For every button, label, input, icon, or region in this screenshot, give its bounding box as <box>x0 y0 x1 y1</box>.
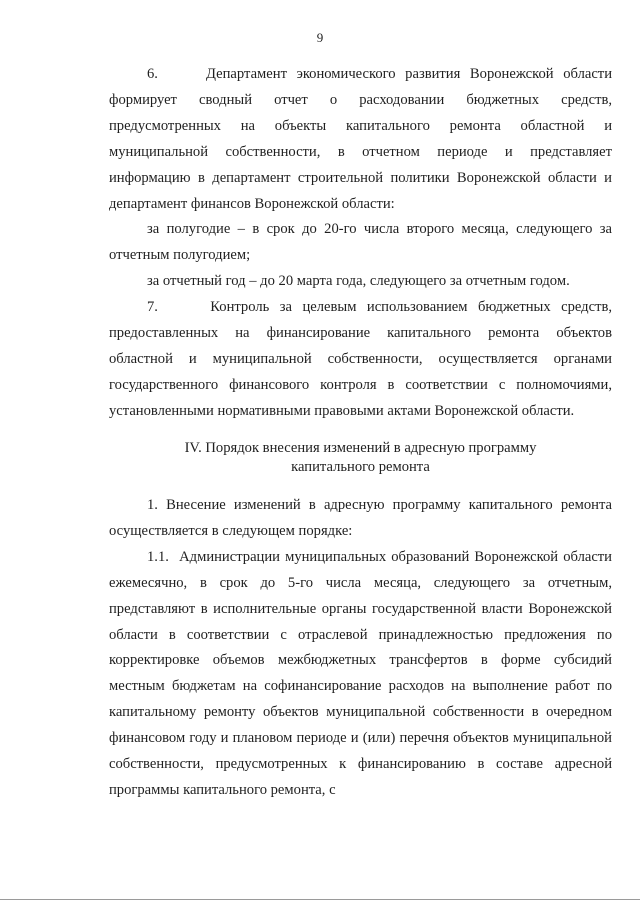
paragraph-iv-1: 1. Внесение изменений в адресную программу капитального ремонта осуществляется в следующем порядке: <box>109 497 612 539</box>
section-iii-continuation <box>109 62 612 425</box>
page-number: 9 <box>316 30 324 45</box>
section-iv-heading-line2: капитального ремонта <box>291 459 430 475</box>
paragraph-6: 6. Департамент экономического развития Воронежской области формирует сводный отчет о расходовании бюджетных средств, предусмотренных на объекты капитального ремонта областной и муниципальной собственности, в отчетном периоде и представляет информацию в департамент строительной политики Воронежской области и департамент финансов Воронежской области: <box>109 66 612 212</box>
paragraph-iv-1-1: 1.1. Администрации муниципальных образований Воронежской области ежемесячно, в срок до 5-го числа месяца, следующего за отчетным, представляют в исполнительные органы государственной власти Воронежской области в соответствии с отраслевой принадлежностью предложения по корректировке объемов межбюджетных трансфертов в форме субсидий местным бюджетам на софинансирование расходов на выполнение работ по капитальному ремонту объектов муниципальной собственности в очередном финансовом году и плановом периоде и (или) перечня объектов муниципальной собственности, предусмотренных к финансированию в составе адресной программы капитального ремонта, с <box>109 548 612 798</box>
report-deadline-half-year: за полугодие – в срок до 20-го числа второго месяца, следующего за отчетным полугодием; <box>109 221 612 264</box>
section-iv-heading <box>109 439 612 477</box>
section-iv-heading-line1: IV. Порядок внесения изменений в адресную программу <box>184 440 537 456</box>
section-iv-body <box>109 493 612 804</box>
paragraph-7: 7. Контроль за целевым использованием бюджетных средств, предоставленных на финансирование капитального ремонта объектов областной и муниципальной собственности, осуществляется органами государственного финансового контроля в соответствии с полномочиями, установленными нормативными правовыми актами Воронежской области. <box>109 299 612 419</box>
report-deadline-year: за отчетный год – до 20 марта года, следующего за отчетным годом. <box>147 273 570 290</box>
page-bottom-border <box>0 899 640 900</box>
